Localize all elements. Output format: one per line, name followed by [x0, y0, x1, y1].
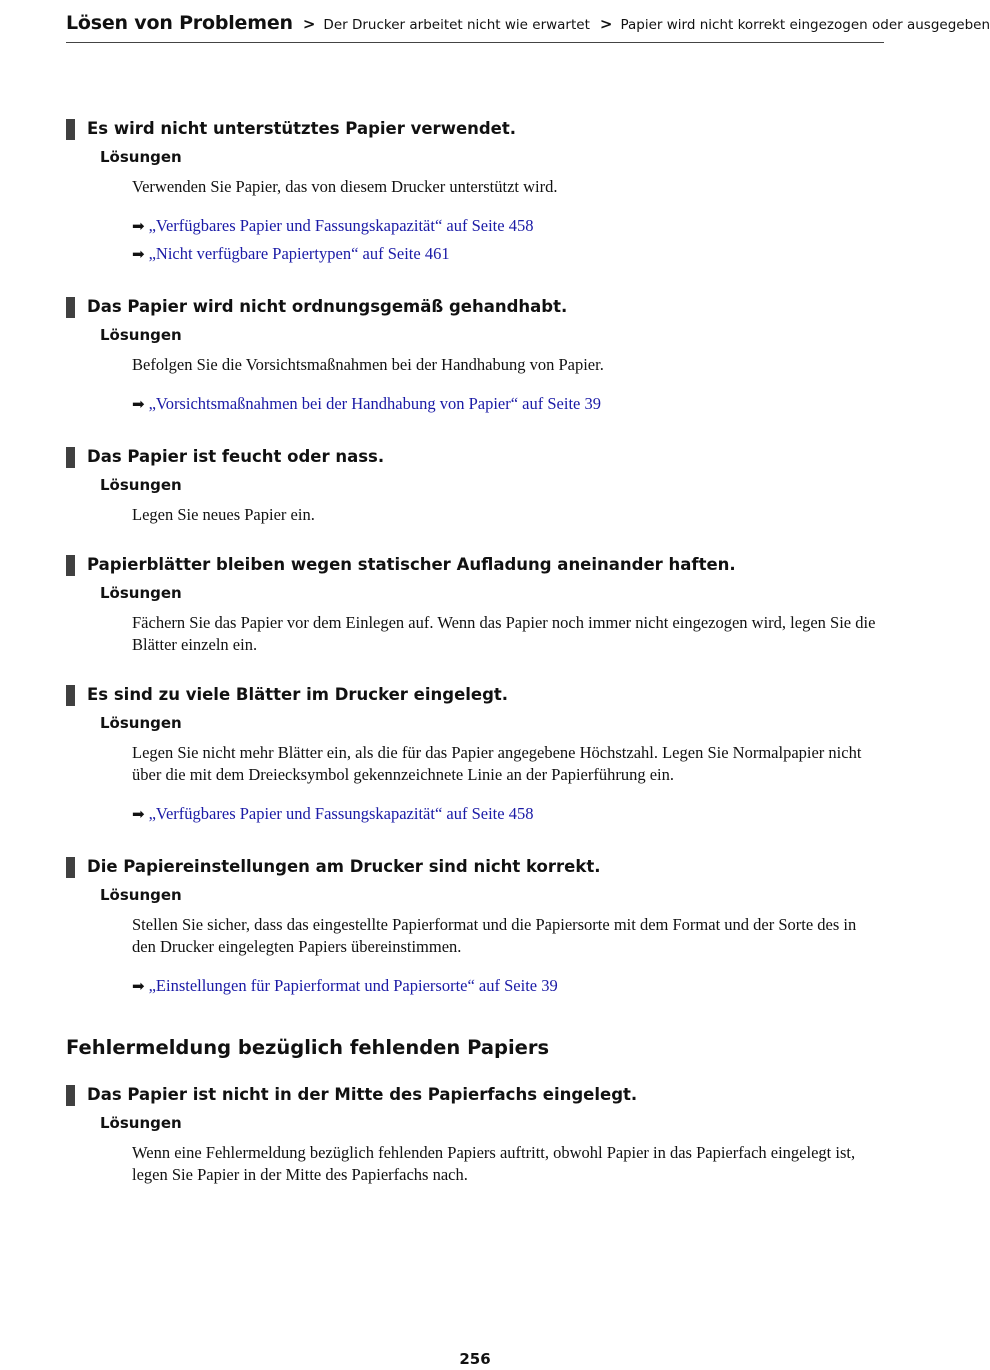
breadcrumb-sub2[interactable]: Papier wird nicht korrekt eingezogen oder ausgegeben — [620, 17, 990, 33]
section-bar-marker — [66, 685, 75, 706]
cross-reference-link[interactable] — [132, 972, 884, 1000]
link-text[interactable]: „Verfügbares Papier und Fassungskapazität“ auf Seite 458 — [148, 216, 534, 235]
breadcrumb-separator: > — [599, 15, 613, 33]
solution-text: Legen Sie neues Papier ein. — [132, 505, 315, 524]
link-text[interactable]: „Nicht verfügbare Papiertypen“ auf Seite 461 — [148, 244, 450, 263]
link-text[interactable]: „Einstellungen für Papierformat und Papiersorte“ auf Seite 39 — [148, 976, 558, 995]
page-content — [66, 116, 884, 1212]
problem-title: Es wird nicht unterstütztes Papier verwendet. — [66, 116, 884, 142]
related-links — [132, 972, 884, 1000]
problem-section — [66, 116, 884, 268]
solution-text: Befolgen Sie die Vorsichtsmaßnahmen bei der Handhabung von Papier. — [132, 355, 604, 374]
problem-section — [66, 444, 884, 526]
section-bar-marker — [66, 857, 75, 878]
problem-title: Papierblätter bleiben wegen statischer Aufladung aneinander haften. — [66, 552, 884, 578]
problem-list — [66, 116, 884, 1000]
solutions-label: Lösungen — [100, 886, 182, 904]
cross-reference-link[interactable] — [132, 390, 884, 418]
section-bar-marker — [66, 1085, 75, 1106]
section-bar-marker — [66, 119, 75, 140]
cross-reference-link[interactable] — [132, 800, 884, 828]
solutions-label: Lösungen — [100, 714, 182, 732]
problem-title: Das Papier ist nicht in der Mitte des Papierfachs eingelegt. — [66, 1082, 884, 1108]
problem-section — [66, 682, 884, 828]
cross-reference-link[interactable] — [132, 240, 884, 268]
section-heading: Fehlermeldung bezüglich fehlenden Papiers — [66, 1036, 550, 1059]
page-number: 256 — [459, 1350, 491, 1368]
solution-text: Fächern Sie das Papier vor dem Einlegen auf. Wenn das Papier noch immer nicht eingezogen wird, legen Sie die Blätter einzeln ein. — [132, 613, 876, 654]
problem-title: Es sind zu viele Blätter im Drucker eingelegt. — [66, 682, 884, 708]
solution-text: Verwenden Sie Papier, das von diesem Drucker unterstützt wird. — [132, 177, 558, 196]
section-bar-marker — [66, 447, 75, 468]
breadcrumb-main[interactable]: Lösen von Problemen — [66, 12, 293, 34]
breadcrumb — [66, 12, 990, 43]
arrow-right-icon: ➡ — [132, 395, 145, 413]
section-bar-marker — [66, 555, 75, 576]
solutions-label: Lösungen — [100, 148, 182, 166]
arrow-right-icon: ➡ — [132, 805, 145, 823]
related-links — [132, 390, 884, 418]
solution-text: Wenn eine Fehlermeldung bezüglich fehlenden Papiers auftritt, obwohl Papier in das Papierfach eingelegt ist, legen Sie Papier in der Mitte des Papierfachs nach. — [132, 1143, 856, 1184]
related-links — [132, 800, 884, 828]
problem-section — [66, 294, 884, 418]
solutions-label: Lösungen — [100, 584, 182, 602]
section-bar-marker — [66, 297, 75, 318]
breadcrumb-sub1[interactable]: Der Drucker arbeitet nicht wie erwartet — [323, 17, 590, 33]
solutions-label: Lösungen — [100, 1114, 182, 1132]
problem-title: Das Papier wird nicht ordnungsgemäß gehandhabt. — [66, 294, 884, 320]
problem-section — [66, 552, 884, 656]
solutions-label: Lösungen — [100, 476, 182, 494]
cross-reference-link[interactable] — [132, 212, 884, 240]
arrow-right-icon: ➡ — [132, 217, 145, 235]
solutions-label: Lösungen — [100, 326, 182, 344]
link-text[interactable]: „Vorsichtsmaßnahmen bei der Handhabung von Papier“ auf Seite 39 — [148, 394, 601, 413]
problem-section — [66, 854, 884, 1000]
problem-title: Das Papier ist feucht oder nass. — [66, 444, 884, 470]
problem-title: Die Papiereinstellungen am Drucker sind nicht korrekt. — [66, 854, 884, 880]
solution-text: Stellen Sie sicher, dass das eingestellte Papierformat und die Papiersorte mit dem Format und der Sorte des in den Drucker eingelegten Papiers übereinstimmen. — [132, 915, 857, 956]
link-text[interactable]: „Verfügbares Papier und Fassungskapazität“ auf Seite 458 — [148, 804, 534, 823]
problem-list — [66, 1082, 884, 1186]
arrow-right-icon: ➡ — [132, 245, 145, 263]
problem-section — [66, 1082, 884, 1186]
arrow-right-icon: ➡ — [132, 977, 145, 995]
solution-text: Legen Sie nicht mehr Blätter ein, als die für das Papier angegebene Höchstzahl. Legen Sie Normalpapier nicht über die mit dem Dreiecksymbol gekennzeichnete Linie an der Papierführung ein. — [132, 743, 862, 784]
breadcrumb-separator: > — [302, 15, 316, 33]
related-links — [132, 212, 884, 268]
